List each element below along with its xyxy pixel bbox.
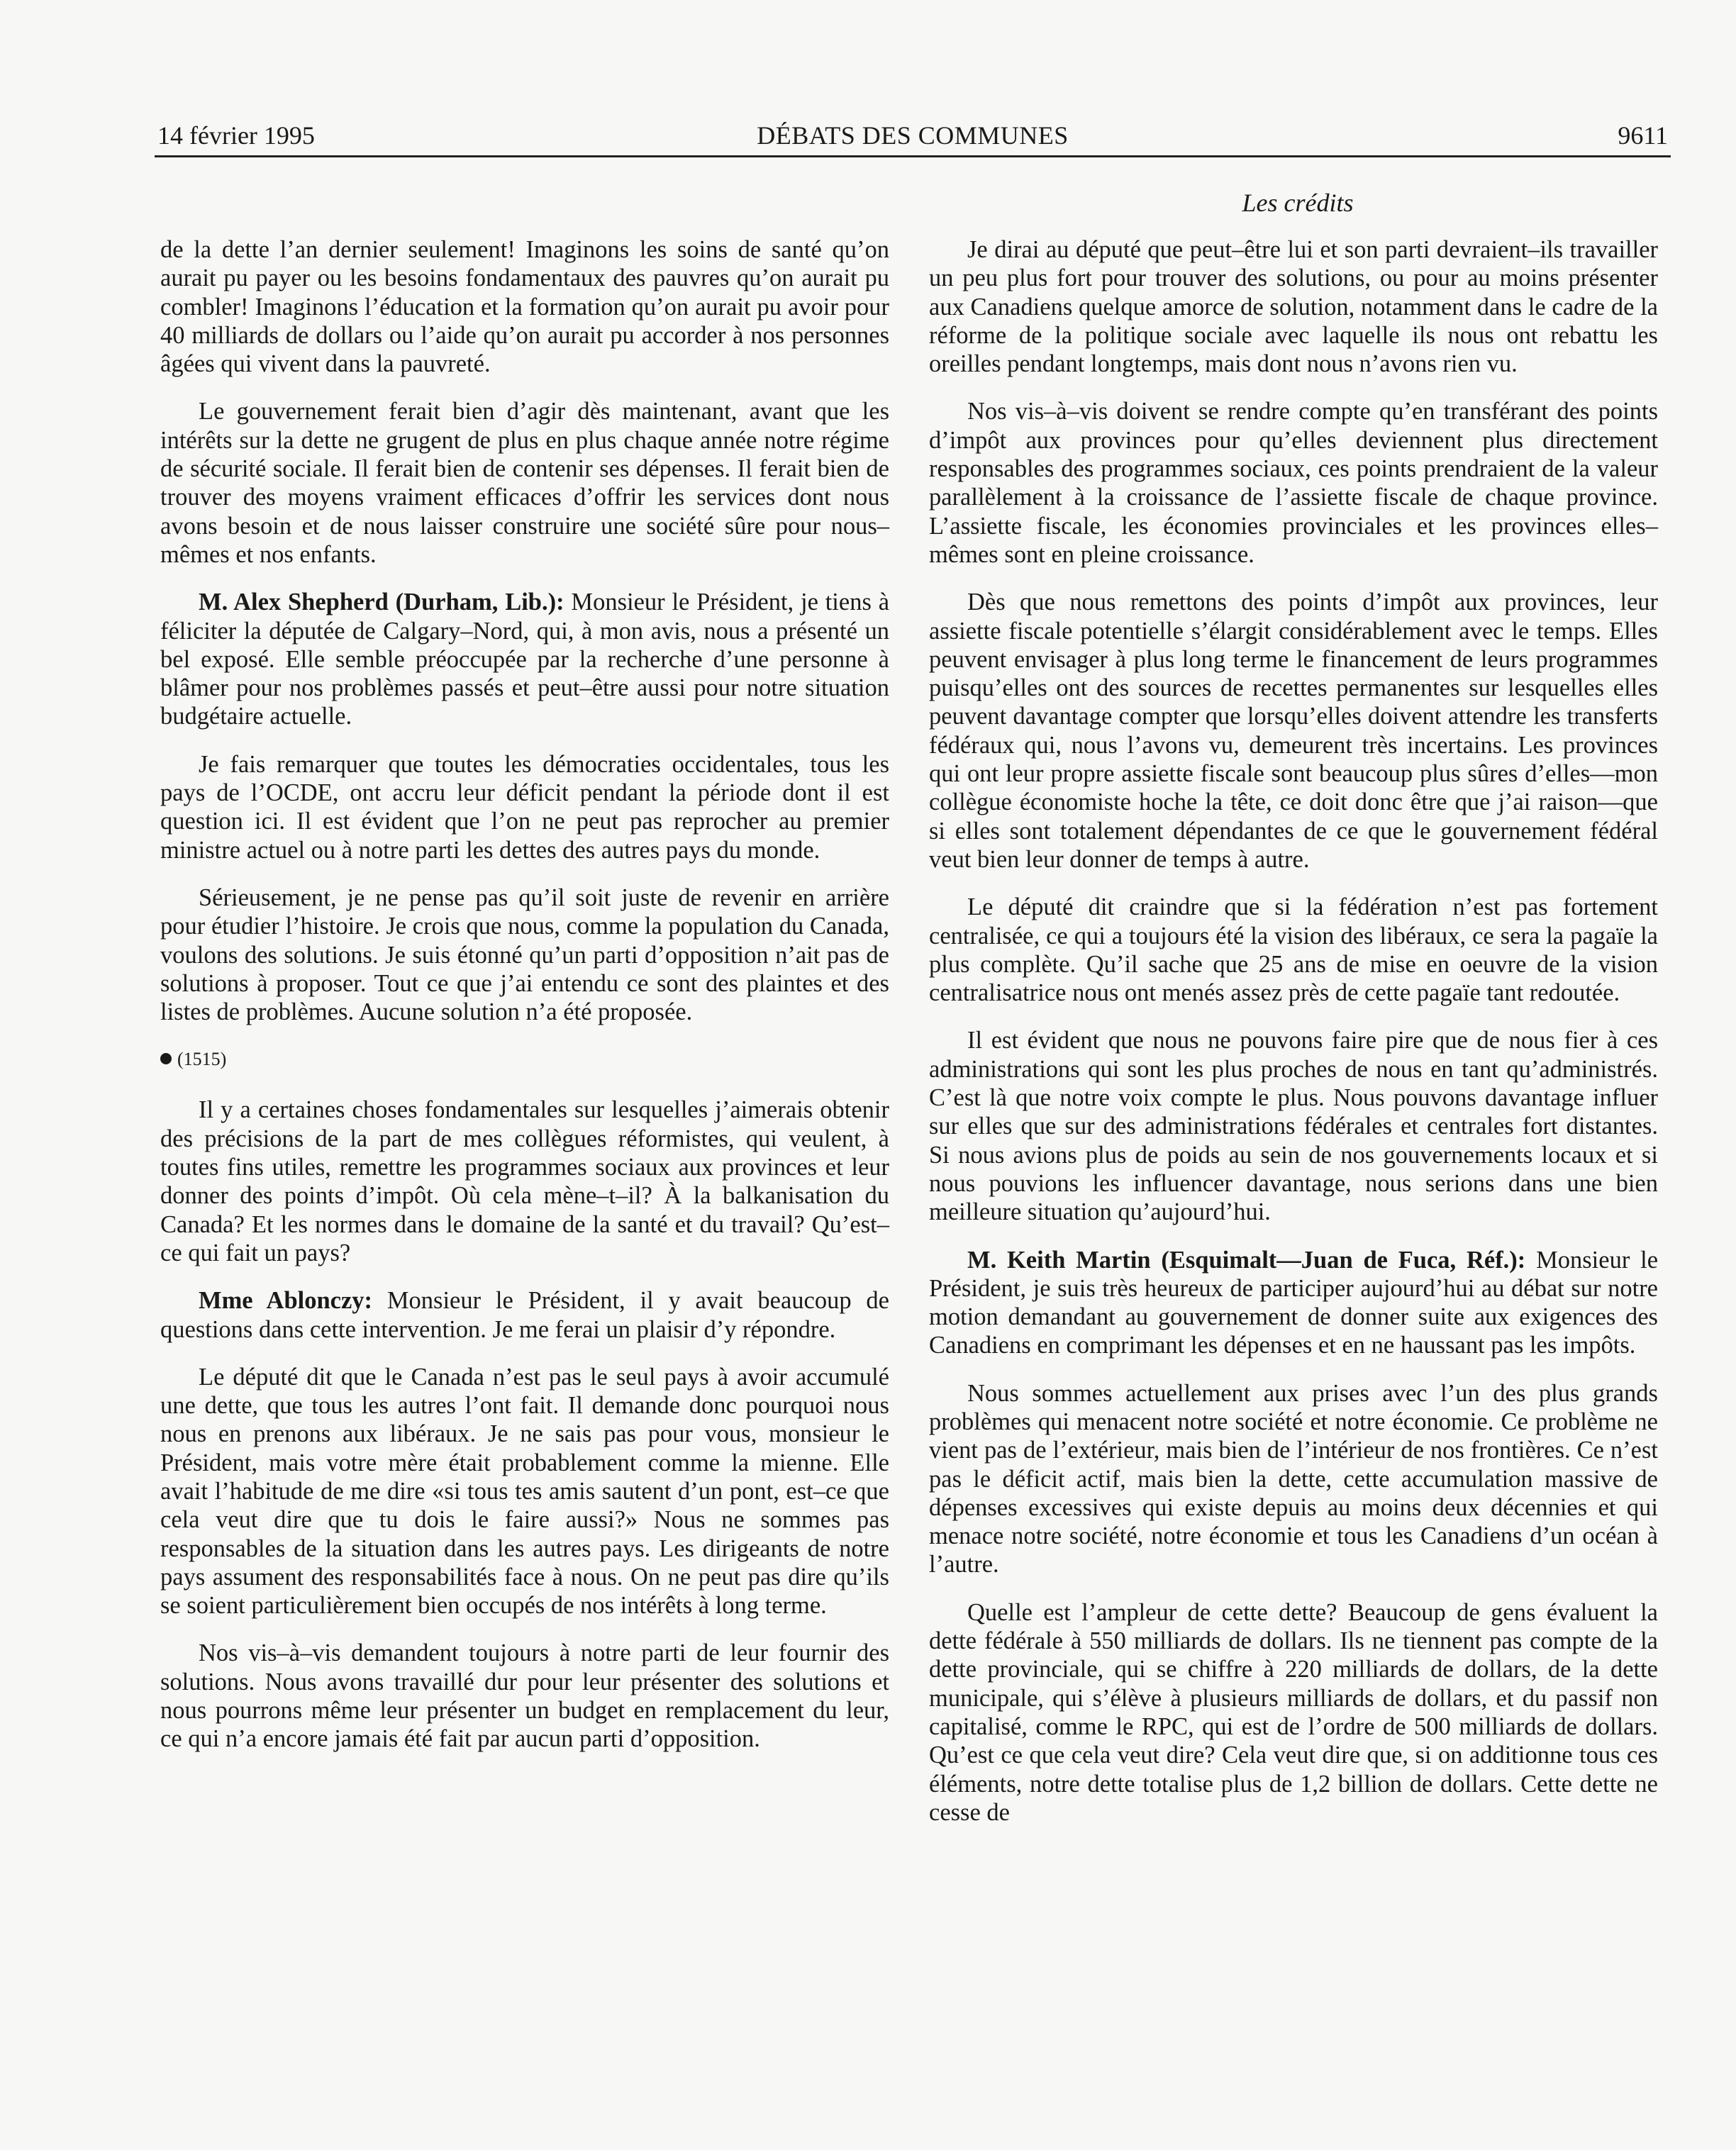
speech-text: Monsieur le Président, il y avait beaucoup de questions dans cette intervention. Je me ferai un plaisir d’y répondre. (160, 1287, 889, 1343)
paragraph: Il y a certaines choses fondamentales sur lesquelles j’aimerais obtenir des précisions de la part de mes collègues réformistes, qui veulent, à toutes fins utiles, remettre les programmes sociaux aux provinces et leur donner des points d’impôt. Où cela mène–t–il? À la balkanisation du Canada? Et les normes dans le domaine de la santé et du travail? Qu’est–ce qui fait un pays? (160, 1096, 889, 1266)
paragraph: Le député dit craindre que si la fédération n’est pas fortement centralisée, ce qui a toujours été la vision des libéraux, ce sera la pagaïe la plus complète. Qu’il sache que 25 ans de mise en oeuvre de la vision centralisatrice nous ont menés assez près de cette pagaïe tant redoutée. (929, 893, 1658, 1007)
paragraph: Sérieusement, je ne pense pas qu’il soit juste de revenir en arrière pour étudier l’histoire. Je crois que nous, comme la population du Canada, voulons des solutions. Je suis étonné qu’un parti d’opposition n’ait pas de solutions à proposer. Tout ce que j’ai entendu ce sont des plaintes et des listes de problèmes. Aucune solution n’a été proposée. (160, 884, 889, 1026)
paragraph: Le député dit que le Canada n’est pas le seul pays à avoir accumulé une dette, que tous les autres l’ont fait. Il demande donc pourquoi nous nous en prenons aux libéraux. Je ne sais pas pour vous, monsieur le Président, mais votre mère était probablement comme la mienne. Elle avait l’habitude de me dire «si tous tes amis sautent d’un pont, est–ce que cela veut dire que tu dois le faire aussi?» Nous ne sommes pas responsables de la situation dans les autres pays. Les dirigeants de notre pays assument des responsabilités face à nous. On ne peut pas dire qu’ils se soient particulièrement bien occupés de nos intérêts à long terme. (160, 1363, 889, 1620)
speaker-name: M. Keith Martin (Esquimalt—Juan de Fuca, Réf.): (967, 1246, 1526, 1274)
speech-text: Monsieur le Président, je tiens à féliciter la députée de Calgary–Nord, qui, à mon avis, nous a présenté un bel exposé. Elle semble préoccupée par la recherche d’une personne à blâmer pour nos problèmes passés et peut–être aussi pour notre situation budgétaire actuelle. (160, 589, 890, 730)
right-column (929, 235, 1658, 1827)
paragraph: Je fais remarquer que toutes les démocraties occidentales, tous les pays de l’OCDE, ont accru leur déficit pendant la période dont il est question ici. Il est évident que l’on ne peut pas reprocher au premier ministre actuel ou à notre parti les dettes des autres pays du monde. (160, 750, 889, 864)
paragraph: Quelle est l’ampleur de cette dette? Beaucoup de gens évaluent la dette fédérale à 550 milliards de dollars. Ils ne tiennent pas compte de la dette provinciale, qui se chiffre à 220 milliards de dollars, de la dette municipale, qui s’élève à plusieurs milliards de dollars, et du passif non capitalisé, comme le RPC, qui est de l’ordre de 500 milliards de dollars. Qu’est ce que cela veut dire? Cela veut dire que, si on additionne tous ces éléments, notre dette totalise plus de 1,2 billion de dollars. Cette dette ne cesse de (929, 1598, 1658, 1826)
left-column (160, 235, 889, 1754)
time-marker (160, 1045, 889, 1074)
header-date: 14 février 1995 (157, 121, 315, 150)
paragraph: Il est évident que nous ne pouvons faire pire que de nous fier à ces administrations qui sont les plus proches de nous en tant qu’administrés. C’est là que notre voix compte le plus. Nous pouvons davantage influer sur elles que sur des administrations fédérales et centrales fort distantes. Si nous avions plus de poids au sein de nos gouvernements locaux et si nous pouvions les influencer davantage, nous serions dans une bien meilleure situation qu’aujourd’hui. (929, 1027, 1658, 1226)
speech-text: Monsieur le Président, je suis très heureux de participer aujourd’hui au débat sur notre motion demandant au gouvernement de donner suite aux exigences des Canadiens en comprimant les dépenses et en ne haussant pas les impôts. (929, 1246, 1659, 1359)
paragraph: Le gouvernement ferait bien d’agir dès maintenant, avant que les intérêts sur la dette ne grugent de plus en plus chaque année notre régime de sécurité sociale. Il ferait bien de contenir ses dépenses. Il ferait bien de trouver des moyens vraiment efficaces d’offrir les services dont nous avons besoin et de nous laisser construire une société sûre pour nous–mêmes et nos enfants. (160, 398, 889, 568)
paragraph: Nous sommes actuellement aux prises avec l’un des plus grands problèmes qui menacent notre société et notre économie. Ce problème ne vient pas de l’extérieur, mais bien de l’intérieur de nos frontières. Ce n’est pas le déficit actif, mais bien la dette, cette accumulation massive de dépenses excessives qui existe depuis au moins deux décennies et qui menace notre société, notre économie et tous les Canadiens d’un océan à l’autre. (929, 1379, 1658, 1578)
paragraph: Nos vis–à–vis doivent se rendre compte qu’en transférant des points d’impôt aux provinces pour qu’elles deviennent plus directement responsables des programmes sociaux, ces points prendraient de la valeur parallèlement à la croissance de l’assiette fiscale de chaque province. L’assiette fiscale, les économies provinciales et les provinces elles–mêmes sont en pleine croissance. (929, 398, 1658, 568)
page-header (155, 113, 1671, 157)
time-marker-text: (1515) (177, 1049, 227, 1070)
speech-paragraph (929, 1246, 1658, 1360)
speech-paragraph (160, 1286, 889, 1344)
header-page-number: 9611 (1618, 121, 1668, 150)
bullet-icon (160, 1053, 172, 1064)
paragraph: Dès que nous remettons des points d’impôt aux provinces, leur assiette fiscale potentielle s’élargit considérablement avec le temps. Elles peuvent envisager à plus long terme le financement de leurs programmes puisqu’elles ont des sources de recettes permanentes sur lesquelles elles peuvent davantage compter que lorsqu’elles doivent attendre les transferts fédéraux qui, nous l’avons vu, demeurent très incertains. Les provinces qui ont leur propre assiette fiscale sont beaucoup plus sûres d’elles—mon collègue économiste hoche la tête, ce doit donc être que j’ai raison—que si elles sont totalement dépendantes de ce que le gouvernement fédéral veut bien leur donner de temps à autre. (929, 589, 1658, 873)
paragraph: Je dirai au député que peut–être lui et son parti devraient–ils travailler un peu plus fort pour trouver des solutions, ou pour au moins présenter aux Canadiens quelque amorce de solution, notamment dans le cadre de la réforme de la politique sociale avec laquelle ils nous ont rebattu les oreilles pendant longtemps, mais dont nous n’avons rien vu. (929, 236, 1658, 378)
speaker-name: M. Alex Shepherd (Durham, Lib.): (199, 589, 564, 616)
paragraph: Nos vis–à–vis demandent toujours à notre parti de leur fournir des solutions. Nous avons travaillé dur pour leur présenter des solutions et nous pourrons même leur présenter un budget en remplacement du leur, ce qui n’a encore jamais été fait par aucun parti d’opposition. (160, 1639, 889, 1753)
header-title: DÉBATS DES COMMUNES (757, 121, 1069, 150)
paragraph: de la dette l’an dernier seulement! Imaginons les soins de santé qu’on aurait pu payer ou les besoins fondamentaux des pauvres qu’on aurait pu combler! Imaginons l’éducation et la formation qu’on aurait pu avoir pour 40 milliards de dollars ou l’aide qu’on aurait pu accorder à nos personnes âgées qui vivent dans la pauvreté. (160, 236, 889, 378)
speaker-name: Mme Ablonczy: (199, 1287, 373, 1315)
running-head: Les crédits (1242, 189, 1354, 217)
speech-paragraph (160, 588, 889, 730)
